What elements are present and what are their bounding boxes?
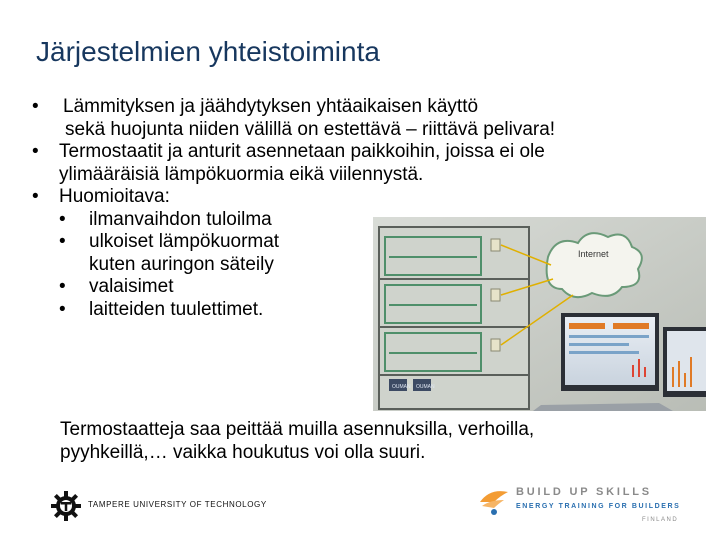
build-up-skills-logo-icon <box>476 482 512 518</box>
panel-label: OUMAN <box>392 384 411 390</box>
bullet-text: Termostaatit ja anturit asennetaan paikkoihin, joissa ei ole <box>59 141 545 162</box>
bullet-item <box>32 186 712 209</box>
sub-bullet-text: ulkoiset lämpökuormat <box>89 231 280 252</box>
bus-country: FINLAND <box>642 517 679 523</box>
bullet-marker: • <box>59 276 66 297</box>
bullet-marker: • <box>32 141 39 162</box>
sub-bullet-text: ilmanvaihdon tuloilma <box>89 208 272 230</box>
bullet-text: sekä huojunta niiden välillä on estettävä – riittävä pelivara! <box>65 118 556 140</box>
bullet-marker: • <box>59 298 66 320</box>
bullet-marker: • <box>32 96 39 117</box>
bullet-text: Lämmityksen ja jäähdytyksen yhtäaikaisen käyttö <box>63 96 479 117</box>
bullet-marker: • <box>32 186 39 207</box>
sub-bullet-text: kuten auringon säteily <box>89 253 274 275</box>
bullet-item <box>32 141 712 186</box>
note-text <box>60 419 534 464</box>
bullet-marker: • <box>59 208 66 230</box>
bullet-text: ylimääräisiä lämpökuormia eikä viilennystä. <box>59 163 424 185</box>
bullet-text: Huomioitava: <box>59 186 170 207</box>
note-line: pyyhkeillä,… vaikka houkutus voi olla suuri. <box>60 441 426 463</box>
tut-name: TAMPERE UNIVERSITY OF TECHNOLOGY <box>88 500 267 509</box>
building-automation-photo <box>373 217 706 411</box>
bullet-marker: • <box>59 231 66 252</box>
cloud-label: Internet <box>578 249 609 259</box>
bullet-item <box>32 96 712 141</box>
panel-label: OUMAN <box>416 384 435 390</box>
bus-subtitle: ENERGY TRAINING FOR BUILDERS <box>516 503 681 510</box>
sub-bullet-text: valaisimet <box>89 276 174 297</box>
note-line: Termostaatteja saa peittää muilla asennuksilla, verhoilla, <box>60 419 535 440</box>
bus-title: BUILD UP SKILLS <box>516 486 652 498</box>
sub-bullet-text: laitteiden tuulettimet. <box>89 298 264 320</box>
slide-title: Järjestelmien yhteistoiminta <box>36 36 380 67</box>
tut-gear-logo-icon <box>50 490 82 522</box>
